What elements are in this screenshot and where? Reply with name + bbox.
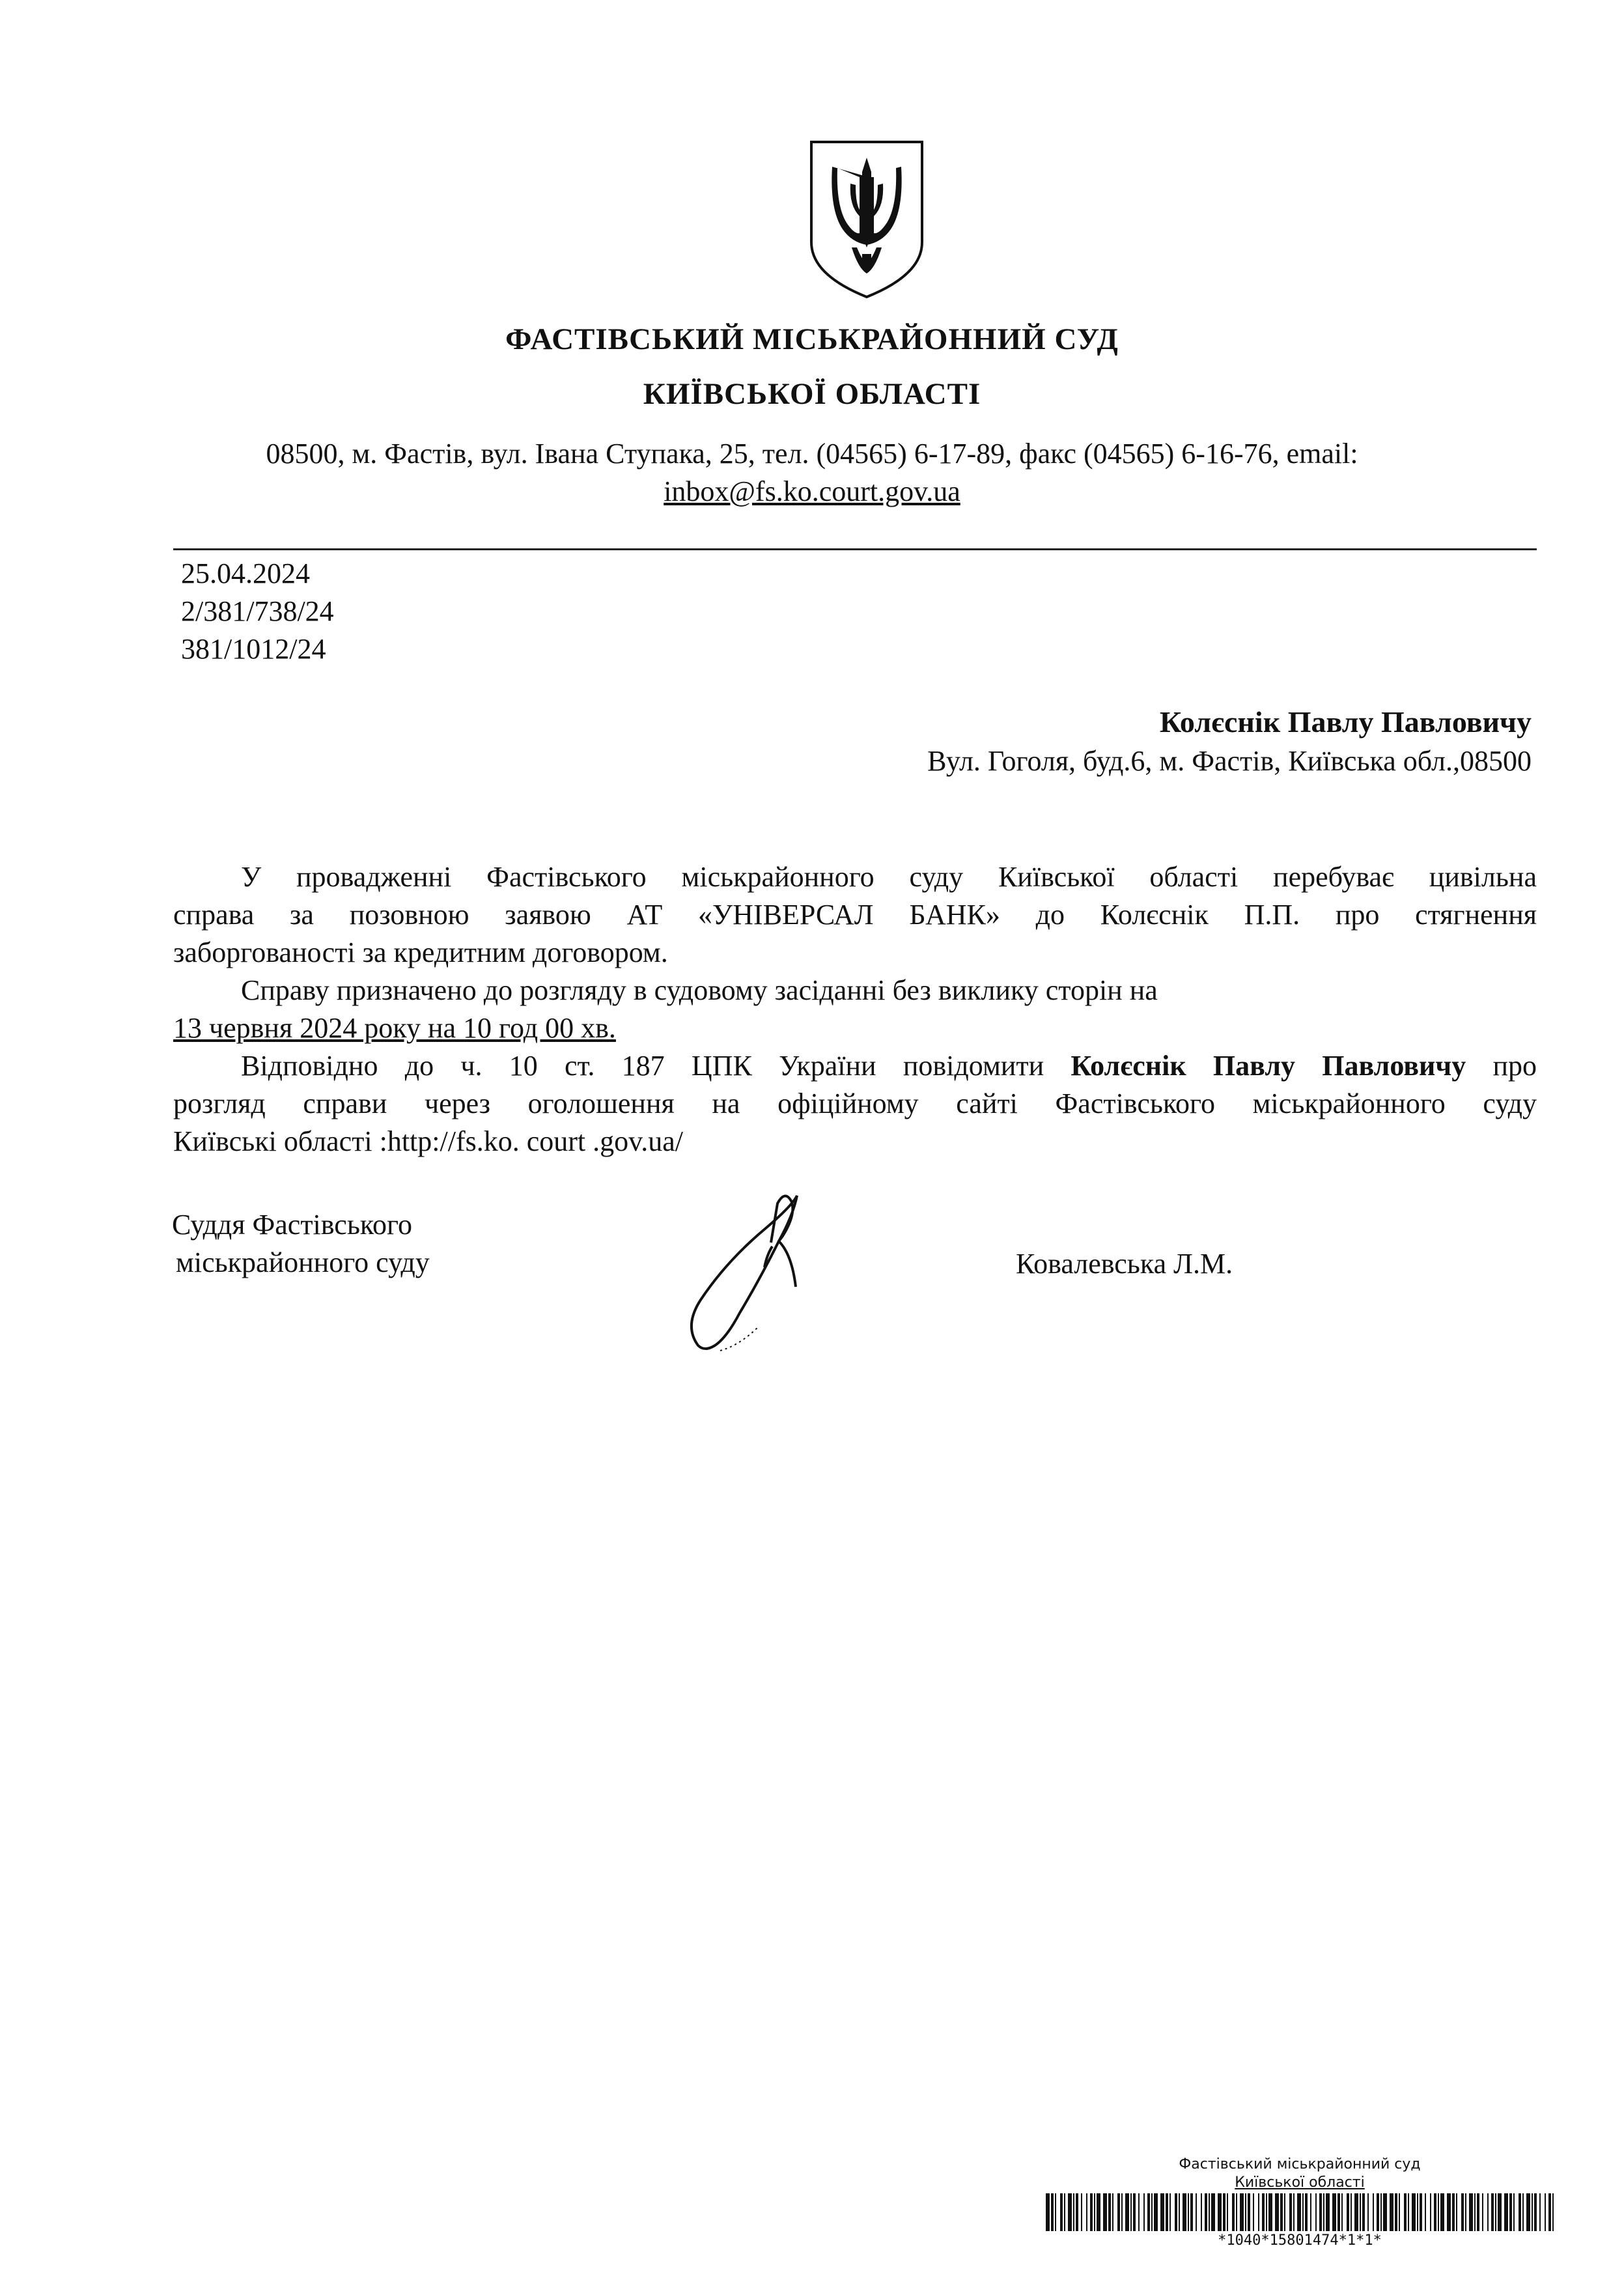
barcode-bar xyxy=(1362,2193,1365,2231)
barcode-bar xyxy=(1073,2193,1074,2231)
addressee-address: Вул. Гоголя, буд.6, м. Фастів, Київська обл.,08500 xyxy=(927,745,1532,777)
header-divider xyxy=(173,548,1537,550)
reference-number-1: 2/381/738/24 xyxy=(181,595,334,627)
barcode-bar xyxy=(1491,2193,1494,2231)
stamp-line1: Фастівський міськрайонний суд xyxy=(1179,2156,1421,2172)
barcode-bar xyxy=(1552,2193,1554,2231)
barcode-bar xyxy=(1097,2193,1100,2231)
handwritten-signature xyxy=(681,1170,876,1365)
barcode-bar xyxy=(1498,2193,1502,2231)
barcode-bar xyxy=(1143,2193,1145,2231)
barcode-bar xyxy=(1240,2193,1244,2231)
addressee-name: Колєснік Павлу Павловичу xyxy=(1159,705,1532,738)
barcode-bar xyxy=(1183,2193,1186,2231)
hearing-date-line xyxy=(173,1009,1537,1047)
barcode-bar xyxy=(1420,2193,1422,2231)
body-p3-prefix: Відповідно до ч. 10 ст. 187 ЦПК України повідомити xyxy=(241,1050,1071,1082)
coat-of-arms-icon xyxy=(806,138,927,301)
barcode-bar xyxy=(1266,2193,1267,2231)
barcode-bar xyxy=(1169,2193,1171,2231)
barcode-bar xyxy=(1117,2193,1120,2231)
barcode-bar xyxy=(1360,2193,1361,2231)
barcode-bar xyxy=(1326,2193,1330,2231)
barcode-bar xyxy=(1461,2193,1464,2231)
barcode-bar xyxy=(1103,2193,1107,2231)
body-p3-line3: Київські області :http://fs.ko. court .gov.ua/ xyxy=(173,1125,684,1157)
barcode-bar xyxy=(1090,2193,1093,2231)
barcode-bar xyxy=(1147,2193,1150,2231)
barcode-bar xyxy=(1337,2193,1340,2231)
body-p3-line2: розгляд справи через оголошення на офіційному сайті Фастівського міськрайонного суду xyxy=(173,1088,1537,1119)
barcode-bar xyxy=(1526,2193,1530,2231)
barcode-bar xyxy=(1218,2193,1222,2231)
barcode-bar xyxy=(1380,2193,1382,2231)
judge-name: Ковалевська Л.М. xyxy=(1016,1248,1233,1280)
court-email-line xyxy=(0,473,1624,511)
barcode-bar xyxy=(1262,2193,1265,2231)
barcode-bar xyxy=(1425,2193,1426,2231)
barcode-bar xyxy=(1253,2193,1254,2231)
barcode-bar xyxy=(1310,2193,1311,2231)
barcode-bar xyxy=(1351,2193,1352,2231)
body-p3-line1 xyxy=(173,1047,1537,1085)
barcode-bar xyxy=(1068,2193,1072,2231)
barcode-bar xyxy=(1477,2193,1479,2231)
barcode-bar xyxy=(1268,2193,1272,2231)
barcode-bar xyxy=(1519,2193,1521,2231)
barcode-bar xyxy=(1487,2193,1489,2231)
court-name-line2: КИЇВСЬКОЇ ОБЛАСТІ xyxy=(643,377,981,411)
reference-number-2: 381/1012/24 xyxy=(181,633,326,665)
body-p3-suffix: про xyxy=(1466,1050,1537,1082)
barcode-bar xyxy=(1201,2193,1202,2231)
barcode-bar xyxy=(1138,2193,1140,2231)
barcode-bar xyxy=(1248,2193,1250,2231)
judge-title-line2: міськрайонного суду xyxy=(176,1246,430,1278)
barcode-bar xyxy=(1438,2193,1439,2231)
barcode-bar xyxy=(1315,2193,1317,2231)
barcode-bar xyxy=(1055,2193,1056,2231)
barcode-bar xyxy=(1293,2193,1295,2231)
hearing-date: 13 червня 2024 року на 10 год 00 хв. xyxy=(173,1012,616,1044)
barcode-bar xyxy=(1258,2193,1259,2231)
barcode-bar xyxy=(1347,2193,1349,2231)
barcode-bar xyxy=(1232,2193,1235,2231)
body-p1-line3: заборгованості за кредитним договором. xyxy=(173,936,668,968)
barcode-bar xyxy=(1373,2193,1374,2231)
barcode-bar xyxy=(1509,2193,1512,2231)
barcode-bar xyxy=(1154,2193,1158,2231)
barcode-bar xyxy=(1046,2193,1050,2231)
body-p1-line2: справа за позовною заявою АТ «УНІВЕРСАЛ БАНК» до Колєснік П.П. про стягнення xyxy=(173,899,1537,931)
court-email: inbox@fs.ko.court.gov.ua xyxy=(664,475,960,507)
barcode-bar xyxy=(1223,2193,1225,2231)
barcode-bar xyxy=(1179,2193,1180,2231)
body-p1-line1: У провадженні Фастівського міськрайонного суду Київської області перебуває цивільна xyxy=(241,861,1537,893)
barcode-bar xyxy=(1367,2193,1369,2231)
barcode-bar xyxy=(1190,2193,1193,2231)
barcode-bar xyxy=(1539,2193,1541,2231)
barcode-bar xyxy=(1205,2193,1207,2231)
barcode-bar xyxy=(1081,2193,1082,2231)
barcode-bar xyxy=(1125,2193,1129,2231)
body-p3-name: Колєснік Павлу Павловичу xyxy=(1071,1050,1466,1082)
stamp-line2: Київської області xyxy=(1235,2174,1365,2191)
barcode-bar xyxy=(1383,2193,1387,2231)
barcode-bar xyxy=(1151,2193,1153,2231)
barcode-bar xyxy=(1532,2193,1533,2231)
registry-stamp xyxy=(1046,2156,1554,2249)
barcode-bar xyxy=(1390,2193,1393,2231)
barcode-bar xyxy=(1534,2193,1537,2231)
barcode-bar xyxy=(1166,2193,1168,2231)
barcode-bar xyxy=(1404,2193,1407,2231)
barcode-bar xyxy=(1399,2193,1400,2231)
barcode-bar xyxy=(1434,2193,1436,2231)
barcode-bar xyxy=(1319,2193,1322,2231)
barcode-bar xyxy=(1548,2193,1551,2231)
barcode-bar xyxy=(1196,2193,1197,2231)
barcode xyxy=(1046,2193,1554,2231)
barcode-bar xyxy=(1440,2193,1444,2231)
barcode-bar xyxy=(1133,2193,1136,2231)
barcode-bar xyxy=(1545,2193,1546,2231)
barcode-bar xyxy=(1112,2193,1113,2231)
barcode-bar xyxy=(1469,2193,1473,2231)
barcode-bar xyxy=(1094,2193,1095,2231)
barcode-bar xyxy=(1305,2193,1308,2231)
barcode-bar xyxy=(1064,2193,1065,2231)
barcode-bar xyxy=(1280,2193,1283,2231)
barcode-bar xyxy=(1465,2193,1466,2231)
barcode-bar xyxy=(1395,2193,1397,2231)
barcode-bar xyxy=(1377,2193,1379,2231)
court-name-line1: ФАСТІВСЬКИЙ МІСЬКРАЙОННИЙ СУД xyxy=(505,322,1119,356)
barcode-bar xyxy=(1302,2193,1304,2231)
barcode-bar xyxy=(1341,2193,1343,2231)
barcode-bar xyxy=(1447,2193,1451,2231)
barcode-bar xyxy=(1188,2193,1189,2231)
barcode-bar xyxy=(1086,2193,1087,2231)
judge-title-line1: Суддя Фастівського xyxy=(172,1209,412,1241)
barcode-bar xyxy=(1412,2193,1416,2231)
barcode-bar xyxy=(1130,2193,1132,2231)
barcode-bar xyxy=(1522,2193,1524,2231)
barcode-code: *1040*15801474*1*1* xyxy=(1218,2232,1382,2249)
barcode-bar xyxy=(1430,2193,1431,2231)
barcode-bar xyxy=(1289,2193,1292,2231)
barcode-bar xyxy=(1456,2193,1457,2231)
barcode-bar xyxy=(1211,2193,1215,2231)
barcode-bar xyxy=(1275,2193,1279,2231)
letter-date: 25.04.2024 xyxy=(181,557,310,589)
barcode-bar xyxy=(1121,2193,1123,2231)
barcode-bar xyxy=(1323,2193,1324,2231)
barcode-bar xyxy=(1474,2193,1476,2231)
barcode-bar xyxy=(1060,2193,1063,2231)
barcode-bar xyxy=(1408,2193,1409,2231)
barcode-bar xyxy=(1175,2193,1177,2231)
barcode-bar xyxy=(1227,2193,1228,2231)
barcode-bar xyxy=(1236,2193,1237,2231)
body-p2-line1: Справу призначено до розгляду в судовому засіданні без виклику сторін на xyxy=(241,974,1158,1006)
barcode-bar xyxy=(1160,2193,1164,2231)
barcode-bar xyxy=(1284,2193,1285,2231)
barcode-bar xyxy=(1108,2193,1111,2231)
barcode-bar xyxy=(1417,2193,1418,2231)
barcode-bar xyxy=(1051,2193,1054,2231)
court-address: 08500, м. Фастів, вул. Івана Ступака, 25, тел. (04565) 6-17-89, факс (04565) 6-16-76, email: xyxy=(266,438,1358,470)
barcode-bar xyxy=(1495,2193,1496,2231)
barcode-bar xyxy=(1504,2193,1508,2231)
barcode-bar xyxy=(1354,2193,1358,2231)
barcode-bar xyxy=(1452,2193,1455,2231)
barcode-bar xyxy=(1332,2193,1336,2231)
barcode-bar xyxy=(1297,2193,1301,2231)
barcode-bar xyxy=(1513,2193,1515,2231)
barcode-bar xyxy=(1482,2193,1483,2231)
barcode-bar xyxy=(1245,2193,1246,2231)
barcode-bar xyxy=(1209,2193,1210,2231)
barcode-bar xyxy=(1076,2193,1078,2231)
